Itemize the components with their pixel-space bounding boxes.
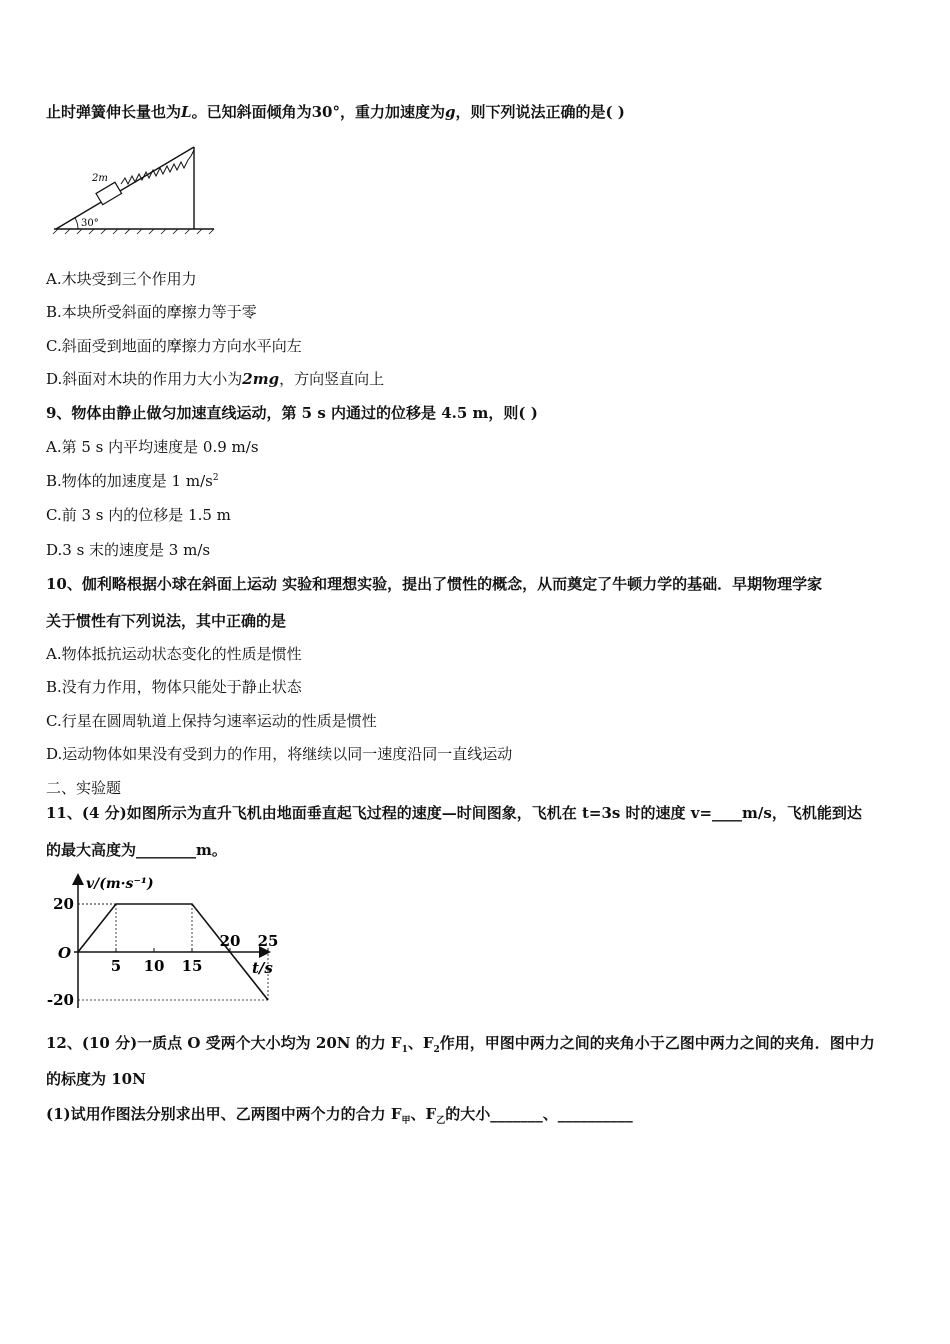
spring-icon [121, 150, 194, 184]
q8-option-c: C.斜面受到地面的摩擦力方向水平向左 [46, 337, 302, 355]
q10-option-a: A.物体抵抗运动状态变化的性质是惯性 [46, 645, 302, 663]
q9-option-b-sup: 2 [212, 473, 219, 483]
q11-stem-line1: 11、(4 分)如图所示为直升飞机由地面垂直起飞过程的速度—时间图象，飞机在 t=3s 时的速度 v=____m/s，飞机能到达 [46, 804, 862, 822]
q8-stem-c: ，重力加速度为 [339, 103, 445, 121]
q12-stem-1c: 作用，甲图中两力之间的夹角小于乙图中两力之间的夹角．图中力 [439, 1034, 875, 1052]
y-tick-label-20: 20 [53, 895, 74, 913]
q10-option-d: D.运动物体如果没有受到力的作用，将继续以同一速度沿同一直线运动 [46, 745, 513, 763]
q12-part1 [46, 1104, 633, 1124]
x-tick-label-15: 15 [181, 957, 203, 975]
q12-part1-c: 的大小_______、__________ [445, 1105, 633, 1123]
q8-option-b: B.本块所受斜面的摩擦力等于零 [46, 303, 257, 321]
q8-stem-angle: 30° [311, 103, 340, 121]
q12-sub-1: 1 [401, 1045, 408, 1055]
x-tick-label-25: 25 [257, 932, 279, 950]
x-tick-label-20: 20 [219, 932, 241, 950]
q8-option-a: A.木块受到三个作用力 [46, 270, 197, 288]
q8-stem-a: 止时弹簧伸长量也为 [46, 103, 182, 121]
q12-stem-1a: 12、(10 分)一质点 O 受两个大小均为 20N 的力 F [46, 1034, 402, 1052]
q10-stem-line2: 关于惯性有下列说法，其中正确的是 [46, 612, 287, 630]
q9-option-b-text: B.物体的加速度是 1 m/s [46, 472, 213, 490]
block-mass-label: 2m [92, 173, 108, 184]
q8-stem-b: 。已知斜面倾角为 [191, 103, 312, 121]
q12-sub-jia: 甲 [401, 1116, 411, 1126]
y-axis-label: v/(m·s⁻¹) [86, 876, 154, 892]
q10-stem-line1: 10、伽利略根据小球在斜面上运动 实验和理想实验，提出了惯性的概念，从而奠定了牛顿力学的基础．早期物理学家 [46, 575, 823, 593]
q8-option-d-val: 2mg [242, 370, 280, 388]
q8-stem-g: g [444, 103, 456, 121]
q9-option-a: A.第 5 s 内平均速度是 0.9 m/s [46, 438, 259, 456]
q12-part1-a: (1)试用作图法分别求出甲、乙两图中两个力的合力 F [46, 1105, 402, 1123]
block-2m [96, 182, 122, 204]
q8-option-d [46, 369, 384, 389]
x-tick-label-5: 5 [110, 957, 122, 975]
incline-spring-figure [48, 138, 220, 238]
q9-stem: 9、物体由静止做匀加速直线运动，第 5 s 内通过的位移是 4.5 m，则( ) [46, 404, 538, 422]
q9-option-d: D.3 s 末的速度是 3 m/s [46, 541, 211, 559]
q12-sub-yi: 乙 [436, 1116, 446, 1126]
q8-option-d-pre: D.斜面对木块的作用力大小为 [46, 370, 243, 388]
q12-stem-1b: 、F [407, 1034, 434, 1052]
q10-option-c: C.行星在圆周轨道上保持匀速率运动的性质是惯性 [46, 712, 377, 730]
q8-stem [46, 102, 625, 122]
q12-sub-2: 2 [433, 1045, 440, 1055]
x-tick-label-10: 10 [143, 957, 165, 975]
y-tick-label--20: -20 [46, 991, 74, 1009]
q11-stem-line2: 的最大高度为________m。 [46, 841, 227, 859]
q8-option-d-post: ，方向竖直向上 [279, 370, 385, 388]
q12-part1-b: 、F [410, 1105, 437, 1123]
origin-label: O [58, 944, 72, 962]
section-heading: 二、实验题 [46, 779, 122, 797]
q12-stem-line2: 的标度为 10N [46, 1070, 146, 1088]
q9-option-c: C.前 3 s 内的位移是 1.5 m [46, 506, 231, 524]
q12-stem-line1 [46, 1033, 875, 1053]
incline-surface [56, 147, 194, 229]
angle-arc [75, 218, 78, 229]
q8-stem-d: ，则下列说法正确的是( ) [455, 103, 625, 121]
x-axis-label: t/s [252, 959, 273, 977]
q10-option-b: B.没有力作用，物体只能处于静止状态 [46, 678, 302, 696]
angle-label: 30° [81, 218, 99, 229]
velocity-time-chart [46, 868, 286, 1018]
q9-option-b [46, 471, 219, 491]
q8-stem-L: L [181, 103, 192, 121]
